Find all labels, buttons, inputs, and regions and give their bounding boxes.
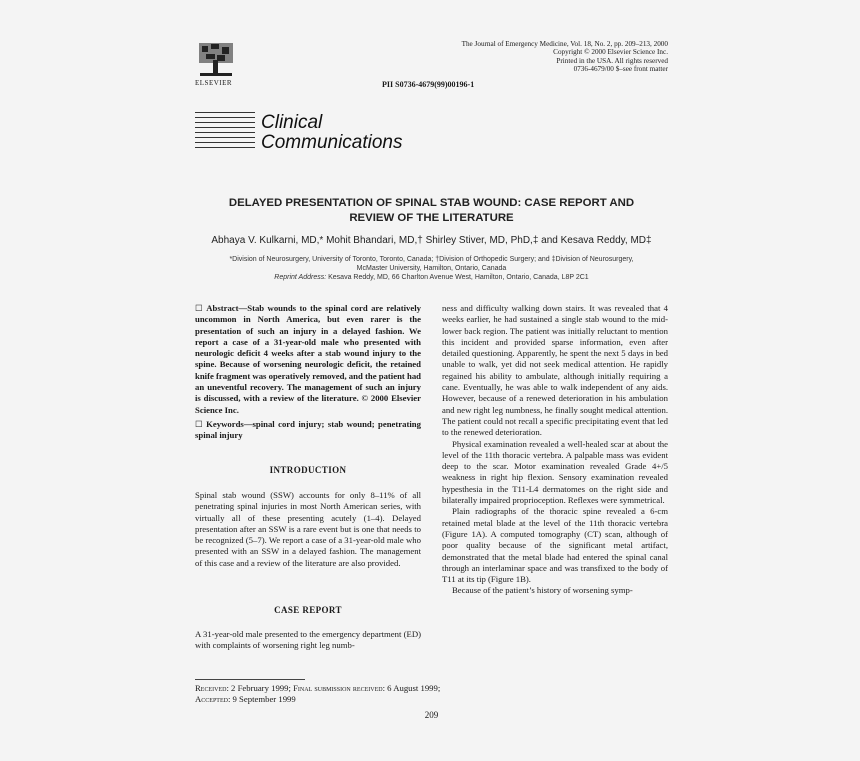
- paragraph: ness and difficulty walking down stairs. It was revealed that 4 weeks earlier, he had sustained a single stab wound to the mid-lower back region. The patient was initially reluctant to mention this incident and provided sparse information, even after detailed questioning. Apparently, he spent the next 5 days in bed unable to walk, yet did not seek medical attention. He rapidly regained his ability to ambulate, although initially requiring a cane. Eventually, he was able to walk independent of any aids. However, because of a renewed deterioration in his ambulation and new right leg numbness, he finally sought medical attention. The patient could not recall a specific precipitating event that led to the renewed deterioration.: [442, 303, 668, 438]
- received-date: 2 February 1999;: [231, 683, 291, 693]
- introduction-text: Spinal stab wound (SSW) accounts for only 8–11% of all penetrating spinal injuries in most North American series, with virtually all of these presenting acutely (1–4). Delayed presentation after an SSW is a rare event but is one that needs to be recognized (5–7). We report a case of a 31-year-old male who presented with an SSW in a delayed fashion. The management of this case and a review of the literature are also provided.: [195, 490, 421, 568]
- paragraph: Plain radiographs of the thoracic spine revealed a 6-cm retained metal blade at the level of the 11th thoracic vertebra (Figure 1A). A computed tomography (CT) scan, although of poor quality because of the significant metal artifact, demonstrated that the metal blade had entered the spinal canal through an interlaminar space and was transfixed to the body of T11 at its tip (Figure 1B).: [442, 506, 668, 585]
- final-label: Final submission received:: [293, 683, 385, 693]
- footnote: [195, 683, 440, 705]
- footnote-divider: [195, 679, 305, 680]
- keywords-text: Keywords—spinal cord injury; stab wound; penetrating spinal injury: [195, 419, 421, 441]
- reprint-address: [195, 273, 668, 282]
- journal-copyright: Copyright © 2000 Elsevier Science Inc.: [553, 48, 668, 57]
- authors: Abhaya V. Kulkarni, MD,* Mohit Bhandari, MD,† Shirley Stiver, MD, PhD,‡ and Kesava Reddy, MD‡: [211, 235, 652, 246]
- affiliation-line1: *Division of Neurosurgery, University of Toronto, Toronto, Canada; †Division of Orthopedic Surgery; and ‡Division of Neurosurgery,: [229, 256, 634, 263]
- journal-issn: 0736-4679/00 $–see front matter: [573, 65, 668, 74]
- accepted-label: Accepted:: [195, 694, 231, 704]
- elsevier-tree-logo: [195, 40, 237, 84]
- pii: PII S0736-4679(99)00196-1: [382, 80, 475, 89]
- paragraph: Because of the patient’s history of worsening symp-: [452, 585, 633, 596]
- article-title: [195, 196, 668, 226]
- reprint-text: Kesava Reddy, MD, 66 Charlton Avenue West, Hamilton, Ontario, Canada, L8P 2C1: [328, 274, 589, 281]
- page-number: 209: [424, 710, 439, 720]
- journal-info: [420, 40, 668, 74]
- abstract-text: Abstract—Stab wounds to the spinal cord are relatively uncommon in North America, but even rarer is the presentation of such an injury in a delayed fashion. We report a case of a 31-year-old male who presented with neurologic deficit 4 weeks after a stab wound injury to the spine. Because of worsening neurologic deficit, the retained knife fragment was operatively removed, and the patient had an uneventful recovery. The management of such an injury is discussed, with a review of the literature. © 2000 Elsevier Science Inc.: [195, 303, 421, 415]
- affiliations: [195, 255, 668, 282]
- right-column: [442, 303, 668, 597]
- case-report-text: A 31-year-old male presented to the emergency department (ED) with complaints of worsening right leg numb-: [195, 629, 421, 651]
- footnote-line1: [195, 683, 440, 694]
- section-rules: [195, 112, 255, 152]
- keywords: [195, 419, 421, 442]
- journal-printed: Printed in the USA. All rights reserved: [556, 56, 668, 65]
- introduction-heading: INTRODUCTION: [269, 465, 347, 475]
- title-line1: DELAYED PRESENTATION OF SPINAL STAB WOUND: CASE REPORT AND: [228, 197, 635, 209]
- section-heading: [261, 113, 403, 153]
- checkbox-square-icon: ☐: [195, 419, 207, 429]
- checkbox-square-icon: ☐: [195, 303, 207, 313]
- journal-citation: The Journal of Emergency Medicine, Vol. 18, No. 2, pp. 209–213, 2000: [461, 40, 668, 48]
- section-heading-line2: Communications: [261, 132, 403, 153]
- paragraph: Physical examination revealed a well-healed scar at about the level of the 11th thoracic vertebra. A palpable mass was evident deep to the scar. Motor examination revealed Grade 4+/5 weakness in right hip flexion. Sensory examination revealed hypesthesia in the T11-L4 dermatomes on the right side and bilaterally impaired proprioception. Reflexes were symmetrical.: [442, 438, 668, 506]
- footnote-line2: [195, 694, 440, 705]
- accepted-date: 9 September 1999: [232, 694, 296, 704]
- logo-text: ELSEVIER: [195, 79, 233, 87]
- final-date: 6 August 1999;: [387, 683, 441, 693]
- case-report-heading: CASE REPORT: [274, 605, 342, 615]
- title-line2: REVIEW OF THE LITERATURE: [349, 212, 514, 224]
- abstract: [195, 303, 421, 416]
- section-heading-line1: Clinical: [261, 112, 323, 133]
- reprint-label: Reprint Address:: [274, 274, 327, 281]
- affiliation-line2: McMaster University, Hamilton, Ontario, Canada: [356, 265, 507, 272]
- received-label: Received:: [195, 683, 229, 693]
